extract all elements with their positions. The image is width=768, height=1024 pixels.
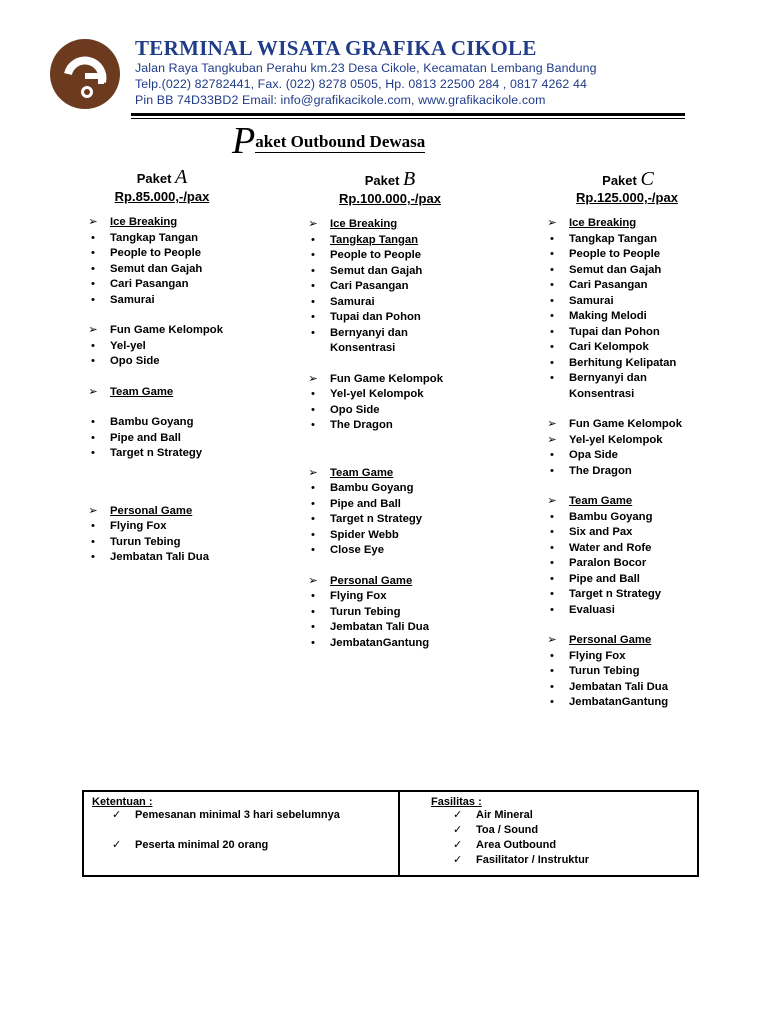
arrow-icon: ➢ [88,385,98,398]
bullet-icon: • [91,278,95,290]
list-item: • Flying Fox [86,519,286,535]
list-item: • Jembatan Tali Dua [306,620,451,636]
bullet-icon: • [311,482,315,494]
bullet-icon: • [550,526,554,538]
list-item: • Opo Side [86,354,286,370]
list-item: • JembatanGantung [306,636,451,652]
list-item: • Cari Pasangan [545,278,725,294]
org-phones: Telp.(022) 82782441, Fax. (022) 8278 0505, Hp. 0813 22500 284 , 0817 4262 44 [135,77,587,91]
arrow-icon: ➢ [308,574,318,587]
bullet-icon: • [311,636,315,649]
check-icon: ✓ [112,839,122,851]
bullet-icon: • [311,233,315,246]
org-name: TERMINAL WISATA GRAFIKA CIKOLE [135,36,537,60]
package-c-letter: C [640,168,654,190]
check-icon: ✓ [112,809,122,821]
bullet-icon: • [550,449,554,461]
list-item: • Turun Tebing [545,664,725,680]
bullet-icon: • [550,294,554,307]
list-heading: ➢ Personal Game [306,574,451,590]
bullet-icon: • [91,355,95,367]
list-item: • Samurai [306,295,451,311]
arrow-icon: ➢ [308,218,318,230]
bullet-icon: • [550,603,554,616]
list-heading: ➢ Team Game [306,466,451,482]
header-rule-thin [131,118,685,119]
bullet-icon: • [311,264,315,277]
list-item: • Tangkap Tangan [86,231,286,247]
package-c-list [545,216,725,711]
bullet-icon: • [91,551,95,563]
list-item: • Paralon Bocor [545,556,725,572]
check-icon: ✓ [453,854,463,866]
list-item: • Six and Pax [545,525,725,541]
list-item: • Opa Side [545,448,725,464]
arrow-icon: ➢ [547,217,557,229]
list-item: • Evaluasi [545,603,725,619]
package-b-letter: B [403,168,416,190]
list-item: • Tangkap Tangan [306,233,451,249]
list-heading: ➢ Fun Game Kelompok [86,323,286,339]
arrow-icon: ➢ [88,216,98,228]
bullet-icon: • [550,649,554,662]
terms-box-divider [398,790,400,877]
list-heading: ➢ Fun Game Kelompok [306,372,451,388]
list-item: • Jembatan Tali Dua [86,550,286,566]
list-heading: ➢ Ice Breaking [86,215,286,231]
list-item: • Pipe and Ball [306,497,451,513]
org-address: Jalan Raya Tangkuban Perahu km.23 Desa Cikole, Kecamatan Lembang Bandung [135,61,597,75]
bullet-icon: • [311,590,315,602]
list-item: • Water and Rofe [545,541,725,557]
list-item: • Spider Webb [306,528,451,544]
bullet-icon: • [550,541,554,554]
list-item: • Cari Kelompok [545,340,725,356]
list-item: • Tangkap Tangan [545,232,725,248]
bullet-icon: • [550,665,554,677]
arrow-icon: ➢ [547,418,557,430]
arrow-icon: ➢ [308,372,318,385]
bullet-icon: • [550,341,554,353]
bullet-icon: • [550,510,554,523]
package-a-name [92,166,232,189]
arrow-icon: ➢ [88,324,98,336]
list-item: • Turun Tebing [86,535,286,551]
list-item: ➢ Yel-yel Kelompok [545,433,725,449]
list-item: • People to People [86,246,286,262]
title-initial: P [232,120,256,162]
bullet-icon: • [550,248,554,260]
list-item: • Bernyanyi dan Konsentrasi [545,371,669,402]
list-item: • Semut dan Gajah [86,262,286,278]
list-heading: ➢ Team Game [545,494,725,510]
bullet-icon: • [91,416,95,428]
org-contact: Pin BB 74D33BD2 Email: info@grafikacikole.com, www.grafikacikole.com [135,93,546,107]
bullet-icon: • [311,513,315,525]
bullet-icon: • [550,232,554,245]
bullet-icon: • [311,605,315,618]
package-c-price: Rp.125.000,-/pax [576,190,678,205]
list-item: • Target n Strategy [545,587,725,603]
bullet-icon: • [311,544,315,556]
bullet-icon: • [311,528,315,541]
bullet-icon: • [311,249,315,261]
list-item: • Close Eye [306,543,451,559]
list-heading: ➢ Personal Game [86,504,286,520]
list-item: • Bernyanyi dan Konsentrasi [306,326,430,357]
bullet-icon: • [91,339,95,352]
package-a-letter: A [175,166,188,188]
arrow-icon: ➢ [308,466,318,479]
list-item: • JembatanGantung [545,695,725,711]
list-item: • Samurai [545,294,725,310]
bullet-icon: • [311,311,315,323]
list-item: • The Dragon [545,464,725,480]
arrow-icon: ➢ [88,504,98,517]
list-item: • Semut dan Gajah [306,264,451,280]
list-heading: ➢ Personal Game [545,633,725,649]
list-item: • Tupai dan Pohon [545,325,725,341]
bullet-icon: • [550,372,554,384]
list-item: • Yel-yel [86,339,286,355]
fasilitas-item: ✓ Air Mineral [453,809,533,821]
package-a-label: Paket [136,171,172,186]
check-icon: ✓ [453,839,463,851]
list-item: • Bambu Goyang [306,481,451,497]
list-item: • Semut dan Gajah [545,263,725,279]
fasilitas-section [431,796,691,868]
list-heading: ➢ Fun Game Kelompok [545,417,725,433]
list-heading: ➢ Ice Breaking [306,217,451,233]
package-c-label: Paket [602,173,637,188]
list-item: • Cari Pasangan [306,279,451,295]
package-b-list [306,217,451,651]
fasilitas-title: Fasilitas : [431,796,482,808]
list-item: • Jembatan Tali Dua [545,680,725,696]
bullet-icon: • [550,263,554,276]
bullet-icon: • [550,279,554,291]
list-item: • People to People [306,248,451,264]
bullet-icon: • [550,557,554,569]
bullet-icon: • [311,621,315,633]
bullet-icon: • [311,326,315,339]
list-item: • Berhitung Kelipatan [545,356,725,372]
bullet-icon: • [311,419,315,431]
package-b-label: Paket [364,173,400,188]
bullet-icon: • [311,295,315,308]
bullet-icon: • [311,388,315,400]
package-c-name [558,168,698,191]
ketentuan-title: Ketentuan : [92,796,153,808]
bullet-icon: • [311,497,315,510]
list-item: • Tupai dan Pohon [306,310,451,326]
bullet-icon: • [311,280,315,292]
bullet-icon: • [91,293,95,306]
list-item: • Flying Fox [306,589,451,605]
list-item: • Yel-yel Kelompok [306,387,451,403]
bullet-icon: • [550,325,554,338]
bullet-icon: • [550,696,554,708]
arrow-icon: ➢ [547,433,557,446]
bullet-icon: • [91,520,95,532]
fasilitas-item: ✓ Fasilitator / Instruktur [453,854,590,866]
arrow-icon: ➢ [547,495,557,507]
bullet-icon: • [91,231,95,244]
list-item: • Flying Fox [545,649,725,665]
check-icon: ✓ [453,824,463,836]
ketentuan-section [92,796,392,853]
list-item: • Turun Tebing [306,605,451,621]
package-a-price: Rp.85.000,-/pax [114,189,210,204]
list-heading: ➢ Team Game [86,385,286,401]
package-b-name [320,168,460,191]
bullet-icon: • [91,247,95,259]
bullet-icon: • [550,464,554,477]
arrow-icon: ➢ [547,634,557,646]
list-item: • Opo Side [306,403,451,419]
check-icon: ✓ [453,809,463,821]
ketentuan-item: ✓ Peserta minimal 20 orang [112,839,269,851]
bullet-icon: • [91,447,95,459]
list-item: • Target n Strategy [306,512,451,528]
list-item: • The Dragon [306,418,451,434]
list-item: • Making Melodi [545,309,725,325]
package-a-list [86,215,286,566]
bullet-icon: • [550,572,554,585]
bullet-icon: • [91,431,95,444]
bullet-icon: • [311,403,315,416]
list-item: • Bambu Goyang [545,510,725,526]
bullet-icon: • [91,262,95,275]
list-item: • People to People [545,247,725,263]
list-item: • Cari Pasangan [86,277,286,293]
list-item: • Pipe and Ball [545,572,725,588]
list-item: • Bambu Goyang [86,415,286,431]
fasilitas-item: ✓ Toa / Sound [453,824,539,836]
bullet-icon: • [550,680,554,693]
list-item: • Pipe and Ball [86,431,286,447]
bullet-icon: • [550,356,554,369]
bullet-icon: • [91,535,95,548]
list-item: • Samurai [86,293,286,309]
page-title [232,122,425,160]
ketentuan-item: ✓ Pemesanan minimal 3 hari sebelumnya [112,809,340,821]
package-b-price: Rp.100.000,-/pax [339,191,441,206]
list-item: • Target n Strategy [86,446,286,462]
title-rest: aket Outbound Dewasa [255,132,426,151]
bullet-icon: • [550,310,554,322]
header-rule [131,113,685,116]
bullet-icon: • [550,588,554,600]
grafika-cikole-logo [44,36,130,110]
list-heading: ➢ Ice Breaking [545,216,725,232]
fasilitas-item: ✓ Area Outbound [453,839,557,851]
